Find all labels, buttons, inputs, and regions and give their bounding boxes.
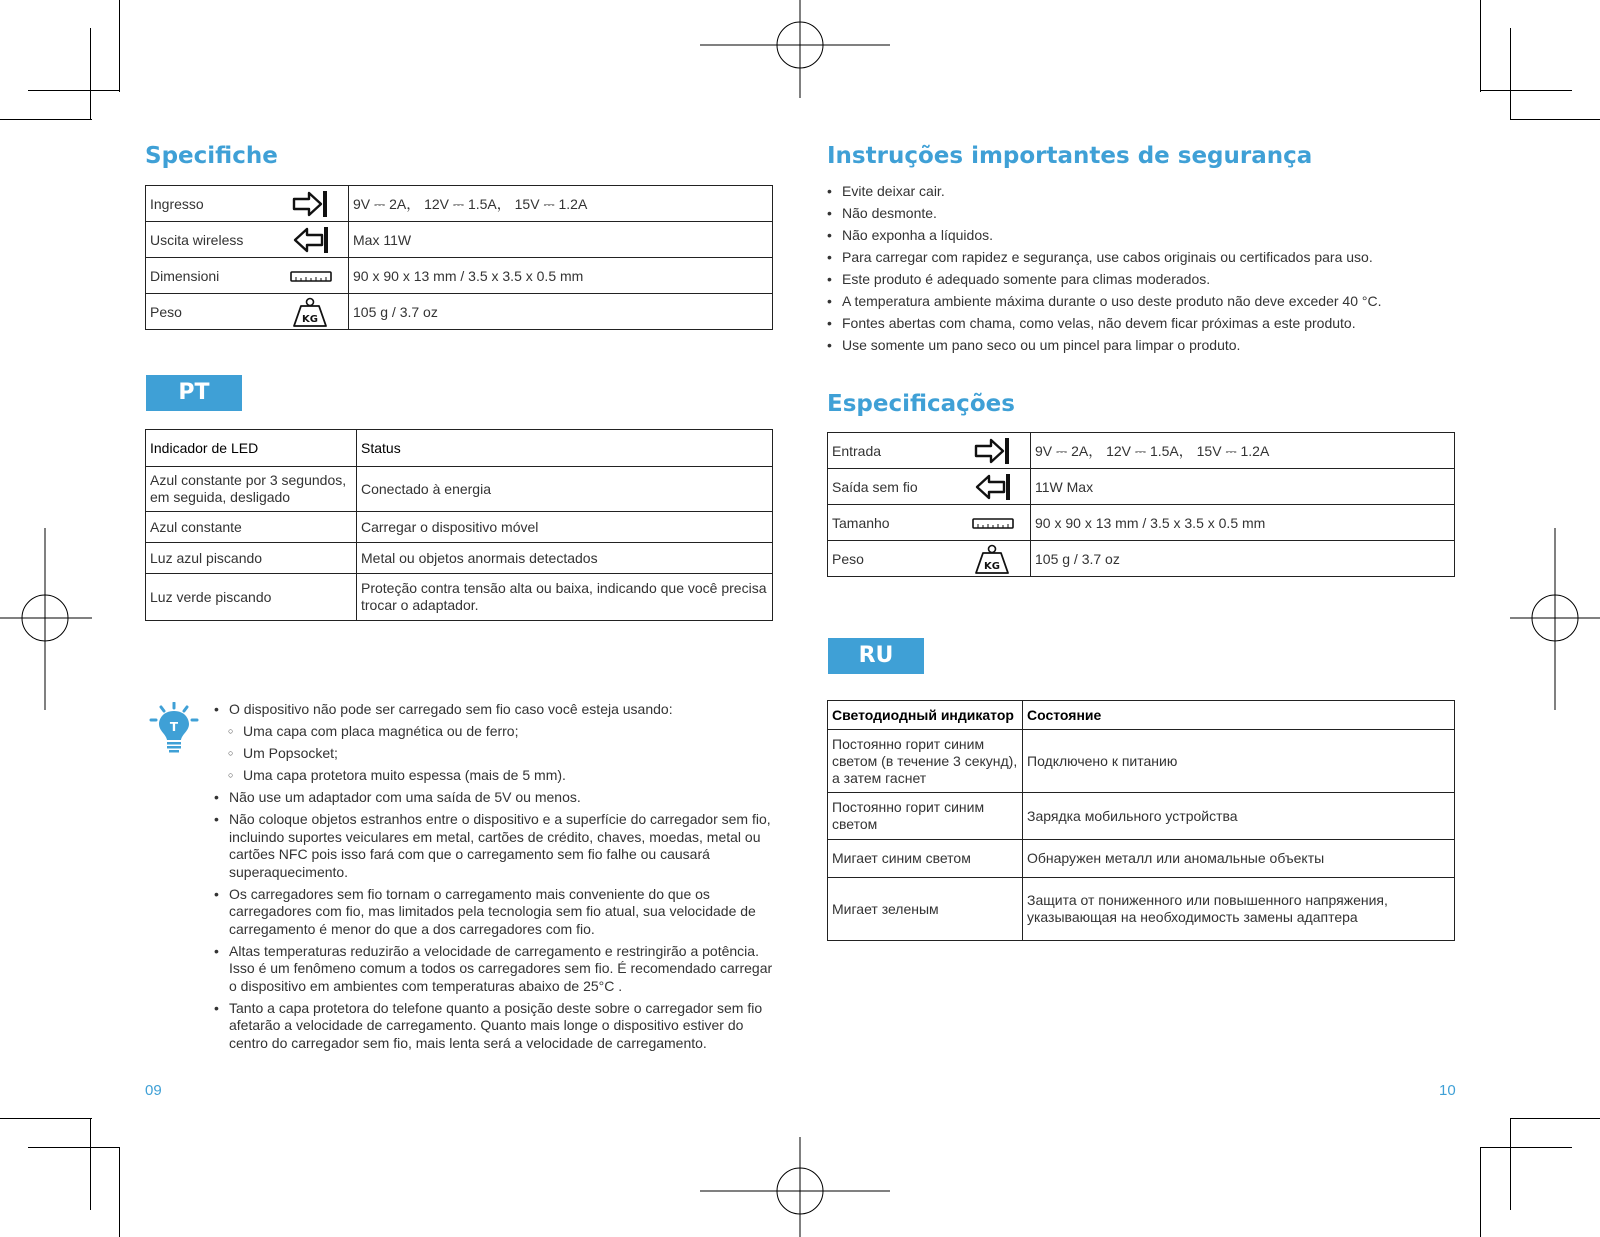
lightbulb-tip-icon	[149, 702, 201, 758]
output-arrow-icon	[954, 469, 1031, 505]
led-table-pt	[145, 429, 773, 621]
table-header	[146, 430, 773, 467]
table-row	[828, 541, 1455, 577]
table-row	[146, 512, 773, 543]
list-item: • Não exponha a líquidos.	[827, 227, 1467, 245]
spec-value: 90 x 90 x 13 mm / 3.5 x 3.5 x 0.5 mm	[1031, 505, 1455, 541]
spec-heading-it: Specifiche	[145, 143, 278, 169]
spec-label: Peso	[828, 541, 955, 577]
spec-value: Max 11W	[349, 222, 773, 258]
column-header: Status	[357, 430, 773, 467]
spec-label: Entrada	[828, 433, 955, 469]
list-item: • Este produto é adequado somente para climas moderados.	[827, 271, 1467, 289]
led-indicator: Мигает синим светом	[828, 840, 1023, 878]
ruler-icon	[272, 258, 349, 294]
svg-text:T: T	[169, 720, 179, 734]
page-number-left: 09	[145, 1082, 162, 1099]
list-item: • Tanto a capa protetora do telefone quanto a posição deste sobre o carregador sem fio afetarão a velocidade de carregamento. Quanto mais longe o dispositivo estiver do centro do carregador sem fio, mais lenta será a velocidade de carregamento.	[214, 1000, 774, 1053]
spec-label: Uscita wireless	[146, 222, 273, 258]
spec-label: Dimensioni	[146, 258, 273, 294]
registration-mark-left	[0, 525, 95, 715]
table-row	[146, 186, 773, 222]
column-header: Светодиодный индикатор	[828, 701, 1023, 730]
table-row	[828, 433, 1455, 469]
list-item: • Os carregadores sem fio tornam o carregamento mais conveniente do que os carregadores com fio, mas limitados pela tecnologia sem fio atual, sua velocidade de carregamento é menor do que a dos carregadores com fio.	[214, 886, 774, 939]
registration-mark-top	[700, 0, 900, 100]
svg-text:KG: KG	[984, 560, 1000, 572]
led-indicator: Luz azul piscando	[146, 543, 357, 574]
table-row	[146, 467, 773, 512]
spec-value: 9V ⎓ 2A， 12V ⎓ 1.5A， 15V ⎓ 1.2A	[1031, 433, 1455, 469]
weight-kg-icon	[272, 294, 349, 330]
spec-value: 105 g / 3.7 oz	[349, 294, 773, 330]
weight-kg-icon	[954, 541, 1031, 577]
list-item: • O dispositivo não pode ser carregado sem fio caso você esteja usando:	[214, 701, 774, 719]
list-item: ○ Um Popsocket;	[214, 745, 774, 763]
led-indicator: Luz verde piscando	[146, 574, 357, 621]
spec-table-pt	[827, 432, 1455, 577]
list-item: • Altas temperaturas reduzirão a velocidade de carregamento e restringirão a potência. Isso é um fenômeno comum a todos os carregadores sem fio. É recomendado carregar o dispositivo em ambientes com temperaturas abaixo de 25°C .	[214, 943, 774, 996]
list-item: • Evite deixar cair.	[827, 183, 1467, 201]
tips-list-pt	[214, 701, 774, 1057]
language-badge-pt: PT	[146, 375, 242, 411]
spec-value: 105 g / 3.7 oz	[1031, 541, 1455, 577]
list-item: ○ Uma capa com placa magnética ou de ferro;	[214, 723, 774, 741]
led-status: Зарядка мобильного устройства	[1023, 793, 1455, 840]
table-row	[146, 574, 773, 621]
spec-table-it	[145, 185, 773, 330]
list-item: • Fontes abertas com chama, como velas, não devem ficar próximas a este produto.	[827, 315, 1467, 333]
input-arrow-icon	[954, 433, 1031, 469]
table-row	[828, 793, 1455, 840]
list-item: • Não use um adaptador com uma saída de 5V ou menos.	[214, 789, 774, 807]
table-row	[828, 505, 1455, 541]
table-row	[146, 222, 773, 258]
table-row	[828, 469, 1455, 505]
table-header	[828, 701, 1455, 730]
table-row	[828, 730, 1455, 793]
list-item: ○ Uma capa protetora muito espessa (mais de 5 mm).	[214, 767, 774, 785]
led-indicator: Azul constante	[146, 512, 357, 543]
column-header: Indicador de LED	[146, 430, 357, 467]
list-item: • Não coloque objetos estranhos entre o dispositivo e a superfície do carregador sem fio, incluindo suportes veiculares em metal, cartões de crédito, chaves, moedas, metal ou cartões NFC pois isso fará com que o carregamento sem fio falhe ou causará superaquecimento.	[214, 811, 774, 881]
spec-value: 90 x 90 x 13 mm / 3.5 x 3.5 x 0.5 mm	[349, 258, 773, 294]
page-number-right: 10	[1439, 1082, 1456, 1099]
list-item: • Use somente um pano seco ou um pincel para limpar o produto.	[827, 337, 1467, 355]
led-table-ru	[827, 700, 1455, 941]
registration-mark-bottom	[700, 1137, 900, 1237]
safety-list-pt	[827, 183, 1467, 359]
led-status: Защита от пониженного или повышенного напряжения, указывающая на необходимость замены адаптера	[1023, 878, 1455, 941]
led-indicator: Постоянно горит синим светом	[828, 793, 1023, 840]
spec-value: 9V ⎓ 2A， 12V ⎓ 1.5A， 15V ⎓ 1.2A	[349, 186, 773, 222]
table-row	[146, 543, 773, 574]
spec-label: Ingresso	[146, 186, 273, 222]
list-item: • A temperatura ambiente máxima durante o uso deste produto não deve exceder 40 °C.	[827, 293, 1467, 311]
led-indicator: Мигает зеленым	[828, 878, 1023, 941]
led-indicator: Azul constante por 3 segundos, em seguida, desligado	[146, 467, 357, 512]
led-status: Carregar o dispositivo móvel	[357, 512, 773, 543]
column-header: Состояние	[1023, 701, 1455, 730]
led-status: Обнаружен металл или аномальные объекты	[1023, 840, 1455, 878]
input-arrow-icon	[272, 186, 349, 222]
table-row	[828, 878, 1455, 941]
led-status: Metal ou objetos anormais detectados	[357, 543, 773, 574]
spec-label: Saída sem fio	[828, 469, 955, 505]
led-status: Подключено к питанию	[1023, 730, 1455, 793]
list-item: • Para carregar com rapidez e segurança, use cabos originais ou certificados para uso.	[827, 249, 1467, 267]
led-indicator: Постоянно горит синим светом (в течение 3 секунд), а затем гаснет	[828, 730, 1023, 793]
list-item: • Não desmonte.	[827, 205, 1467, 223]
spec-value: 11W Max	[1031, 469, 1455, 505]
spec-label: Peso	[146, 294, 273, 330]
led-status: Conectado à energia	[357, 467, 773, 512]
svg-text:KG: KG	[302, 313, 318, 325]
table-row	[828, 840, 1455, 878]
spec-heading-pt: Especificações	[827, 391, 1015, 417]
safety-heading-pt: Instruções importantes de segurança	[827, 143, 1313, 169]
registration-mark-right	[1505, 525, 1600, 715]
table-row	[146, 294, 773, 330]
output-arrow-icon	[272, 222, 349, 258]
spec-label: Tamanho	[828, 505, 955, 541]
table-row	[146, 258, 773, 294]
language-badge-ru: RU	[828, 638, 924, 674]
ruler-icon	[954, 505, 1031, 541]
led-status: Proteção contra tensão alta ou baixa, indicando que você precisa trocar o adaptador.	[357, 574, 773, 621]
